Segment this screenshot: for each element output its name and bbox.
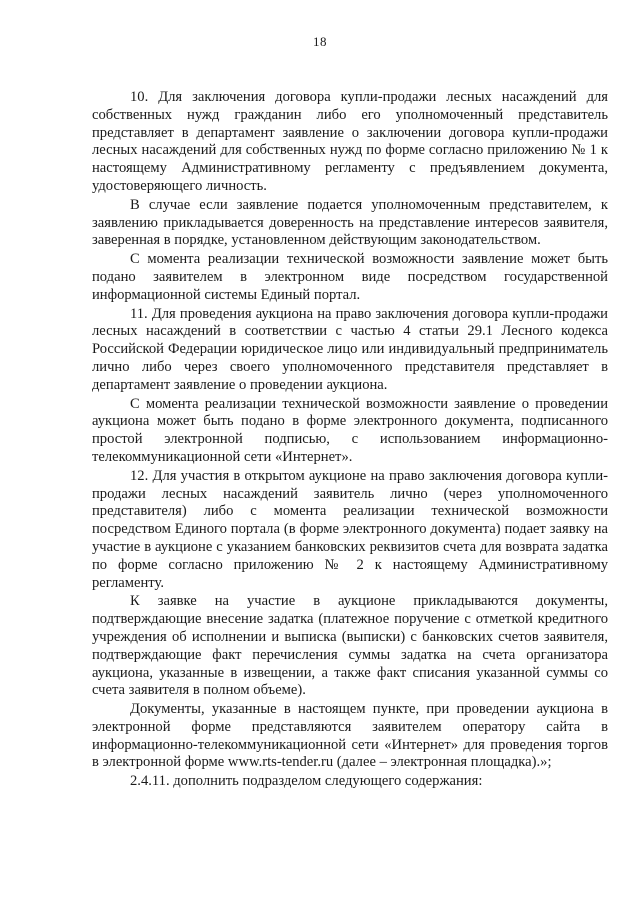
document-body [92,89,608,791]
page-number: 18 [313,34,327,49]
paragraph-deposit-documents: К заявке на участие в аукционе прикладываются документы, подтверждающие внесение задатка (платежное поручение с отметкой кредитного учреждения об исполнении и выписка (выписки) с банковских счетов заявителя, подтверждающие факт перечисления суммы задатка на счета организатора аукциона, указанные в извещении, а также факт списания указанной суммы со счета заявителя в полном объеме). [92,593,608,699]
paragraph-item-11: 11. Для проведения аукциона на право заключения договора купли-продажи лесных насаждений в соответствии с частью 4 статьи 29.1 Лесного кодекса Российской Федерации юридическое лицо или индивидуальный предприниматель лично либо через своего уполномоченного представителя представляет в департамент заявление о проведении аукциона. [92,305,608,393]
paragraph-electronic-application: С момента реализации технической возможности заявление может быть подано заявителем в электронном виде посредством государственной информационной системы Единый портал. [92,251,608,303]
paragraph-electronic-auction-application: С момента реализации технической возможности заявление о проведении аукциона может быть подано в форме электронного документа, подписанного простой электронной подписью, с использованием информационно-телекоммуникационной сети «Интернет». [92,395,608,465]
paragraph-electronic-platform: Документы, указанные в настоящем пункте, при проведении аукциона в электронной форме представляются заявителем оператору сайта в информационно-телекоммуникационной сети «Интернет» для проведения торгов в электронной форме www.rts-tender.ru (далее – электронная площадка).»; [92,701,608,771]
paragraph-2-4-11: 2.4.11. дополнить подразделом следующего содержания: [130,773,483,790]
paragraph-representative: В случае если заявление подается уполномоченным представителем, к заявлению прикладывается доверенность на представление интересов заявителя, заверенная в порядке, установленном действующим законодательством. [92,196,608,249]
paragraph-item-10: 10. Для заключения договора купли-продажи лесных насаждений для собственных нужд гражданин либо его уполномоченный представитель представляет в департамент заявление о заключении договора купли-продажи лесных насаждений для собственных нужд по форме согласно приложению № 1 к настоящему Административному регламенту с предъявлением документа, удостоверяющего личность. [92,89,608,194]
paragraph-item-12: 12. Для участия в открытом аукционе на право заключения договора купли-продажи лесных насаждений заявитель лично (через уполномоченного представителя) либо с момента реализации технической возможности посредством Единого портала (в форме электронного документа) подает заявку на участие в аукционе с указанием банковских реквизитов счета для возврата задатка по форме согласно приложению № 2 к настоящему Административному регламенту. [92,467,608,591]
